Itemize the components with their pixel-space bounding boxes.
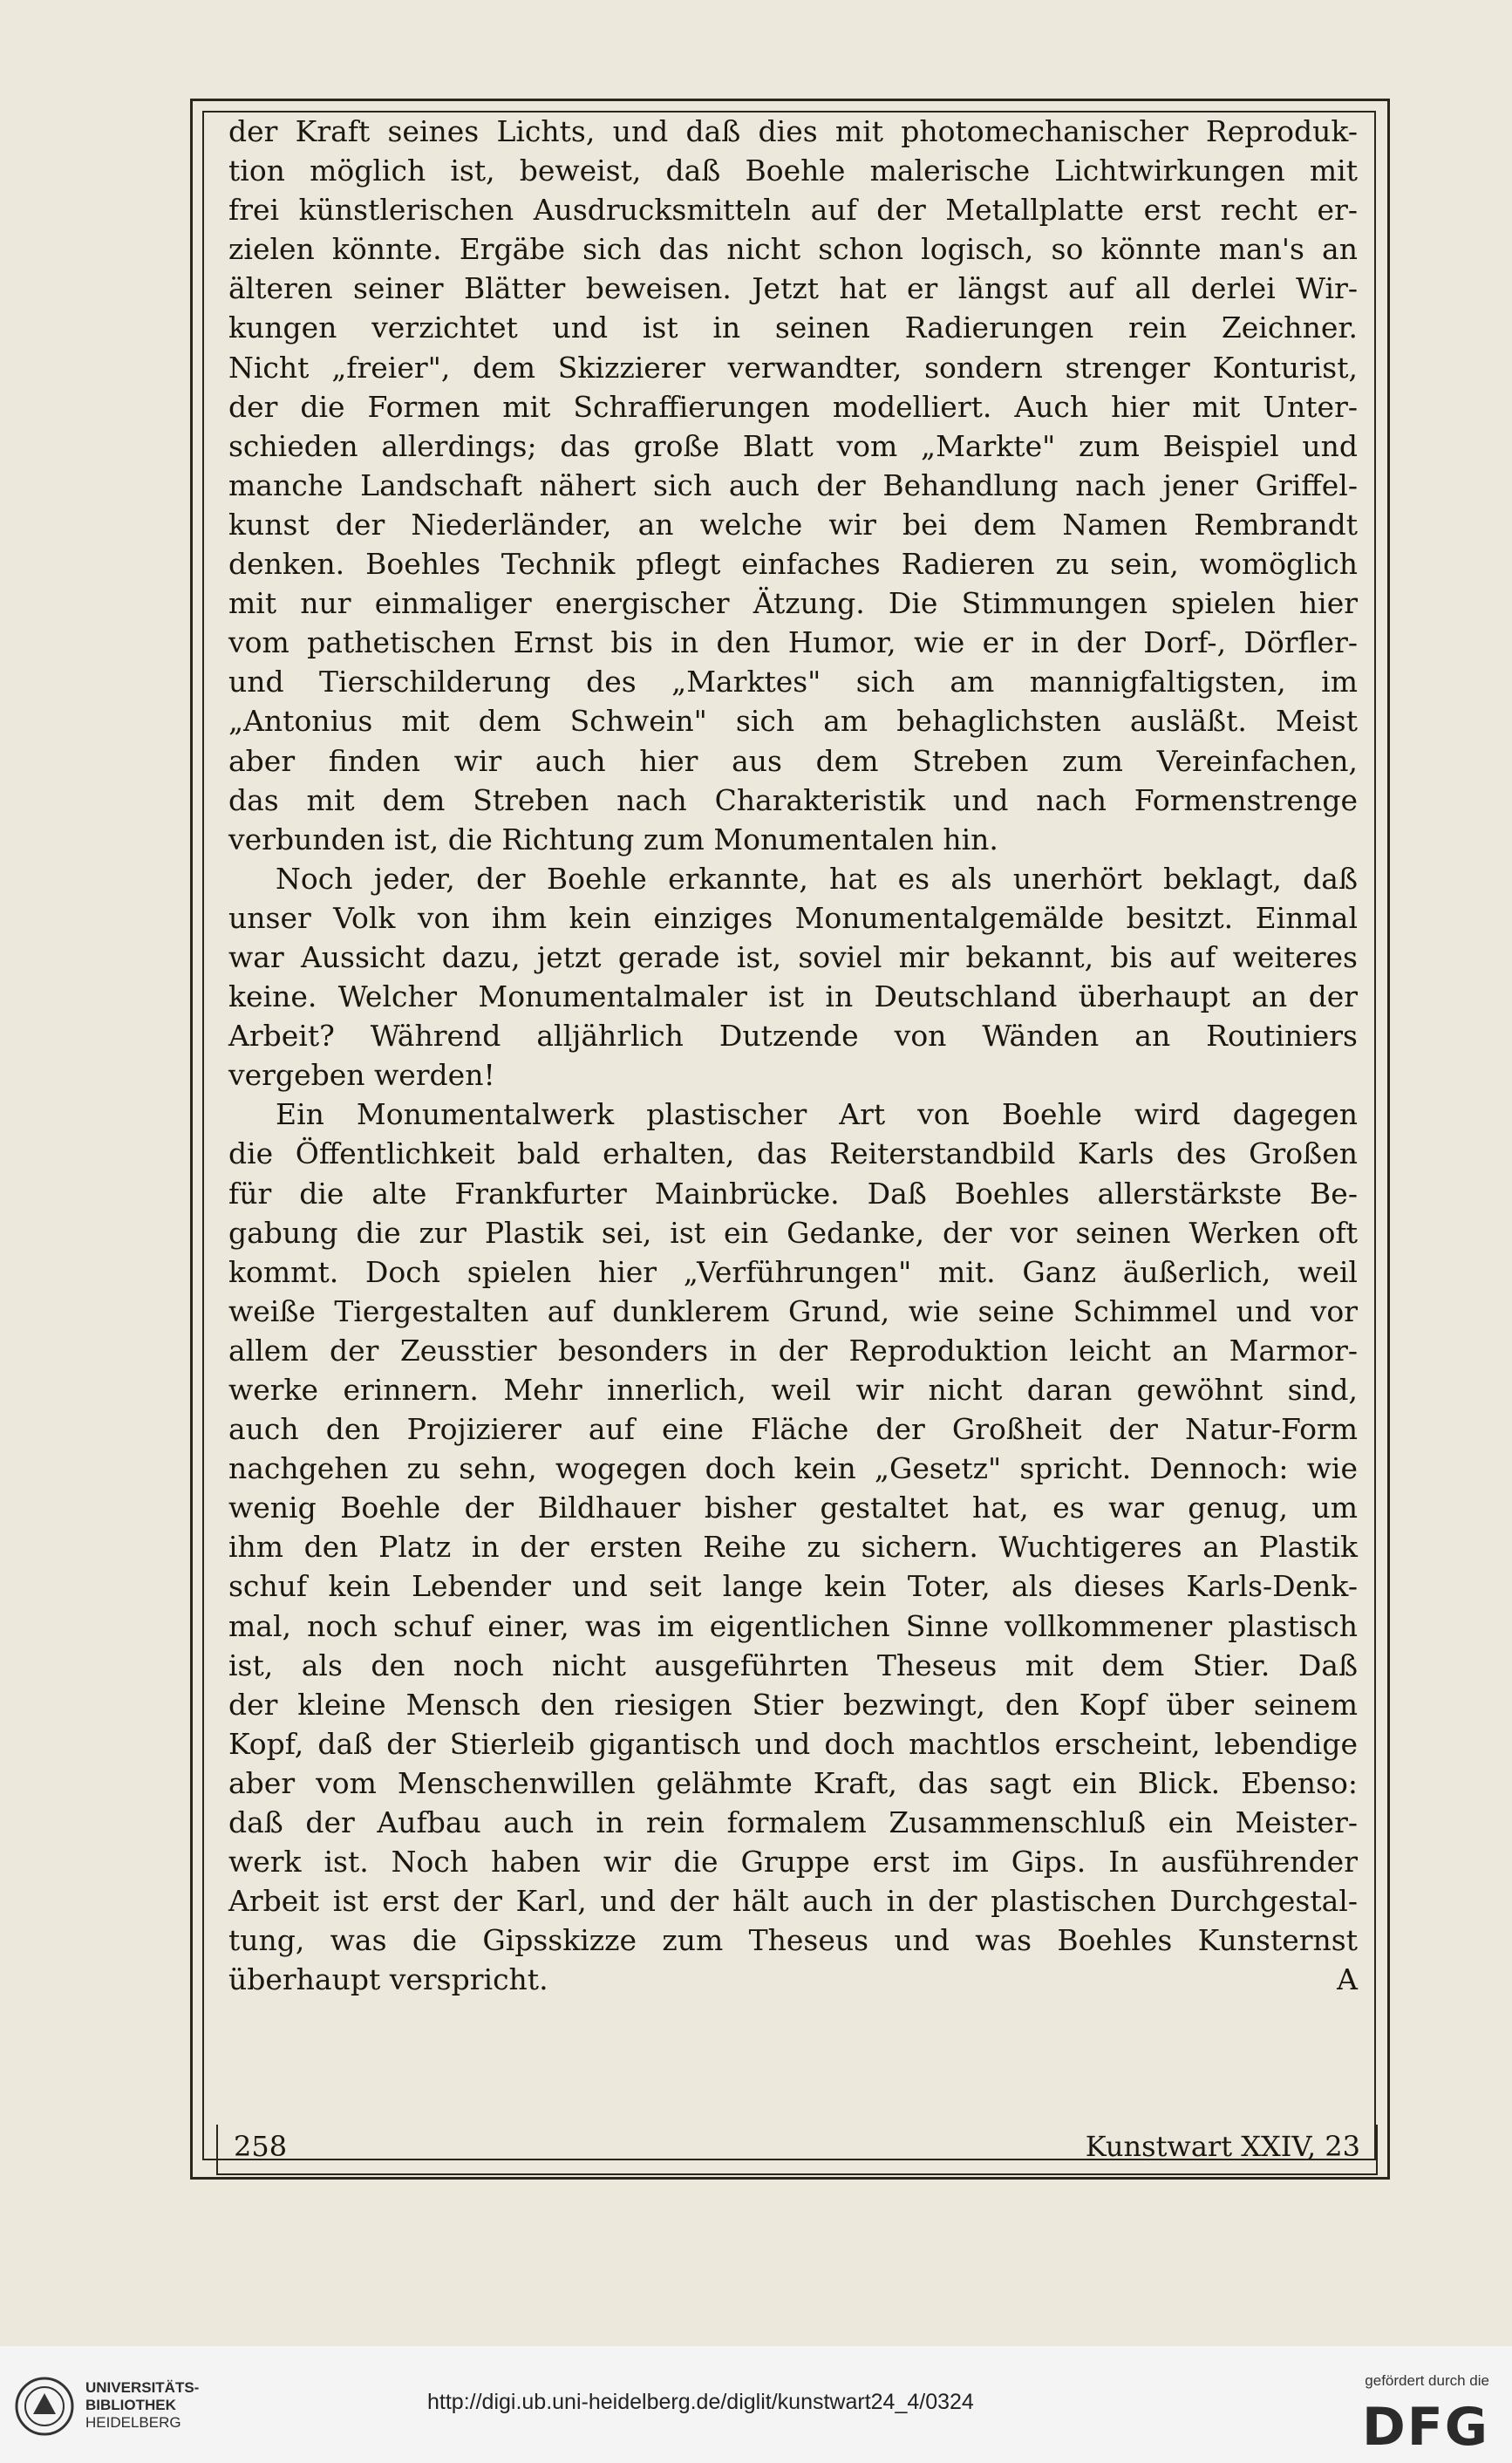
text-line: manche Landschaft nähert sich auch der Behandlung nach jener Griffel- — [228, 467, 1358, 502]
body-text — [228, 112, 1358, 2000]
text-line: „Antonius mit dem Schwein" sich am behaglichsten ausläßt. Meist — [228, 704, 1358, 739]
text-line: und Tierschilderung des „Marktes" sich am mannigfaltigsten, im — [228, 665, 1358, 699]
text-line: Noch jeder, der Boehle erkannte, hat es als unerhört beklagt, daß — [276, 861, 1358, 896]
text-line: für die alte Frankfurter Mainbrücke. Daß Boehles allerstärkste Be- — [228, 1176, 1358, 1211]
text-line: unser Volk von ihm kein einziges Monumentalgemälde besitzt. Einmal — [228, 900, 1358, 935]
text-line: vergeben werden! — [228, 1058, 495, 1093]
text-line: Arbeit? Während alljährlich Dutzende von Wänden an Routiniers — [228, 1019, 1358, 1054]
text-line: der kleine Mensch den riesigen Stier bezwingt, den Kopf über seinem — [228, 1687, 1358, 1722]
text-line: die Öffentlichkeit bald erhalten, das Reiterstandbild Karls des Großen — [228, 1136, 1358, 1171]
library-line: HEIDELBERG — [85, 2414, 181, 2431]
text-line: tung, was die Gipsskizze zum Theseus und was Boehles Kunsternst — [228, 1923, 1358, 1958]
text-line: aber vom Menschenwillen gelähmte Kraft, das sagt ein Blick. Ebenso: — [228, 1765, 1358, 1800]
text-line: gabung die zur Plastik sei, ist ein Gedanke, der vor seinen Werken oft — [228, 1215, 1358, 1250]
dfg-logo: DFG — [1361, 2397, 1489, 2458]
viewer-footer-bar — [0, 2346, 1512, 2463]
text-line: werk ist. Noch haben wir die Gruppe erst im Gips. In ausführender — [228, 1845, 1358, 1880]
text-line: denken. Boehles Technik pflegt einfaches Radieren zu sein, womöglich — [228, 547, 1358, 582]
text-line: Kopf, daß der Stierleib gigantisch und doch machtlos erscheint, lebendige — [228, 1726, 1358, 1761]
text-line: zielen könnte. Ergäbe sich das nicht schon logisch, so könnte man's an — [228, 232, 1358, 267]
library-line: UNIVERSITÄTS- — [85, 2379, 200, 2396]
text-line: daß der Aufbau auch in rein formalem Zusammenschluß ein Meister- — [228, 1805, 1358, 1840]
library-line: BIBLIOTHEK — [85, 2397, 176, 2413]
catchword: A — [1337, 1962, 1358, 1997]
permalink[interactable]: http://digi.ub.uni-heidelberg.de/diglit/kunstwart24_4/0324 — [427, 2390, 974, 2414]
text-line: schieden allerdings; das große Blatt vom „Markte" zum Beispiel und — [228, 428, 1358, 463]
text-line: Nicht „freier", dem Skizzierer verwandter, sondern strenger Konturist, — [228, 350, 1358, 385]
text-line: mit nur einmaliger energischer Ätzung. Die Stimmungen spielen hier — [228, 586, 1358, 621]
text-line: älteren seiner Blätter beweisen. Jetzt hat er längst auf all derlei Wir- — [228, 271, 1358, 306]
sponsor-label: gefördert durch die — [1365, 2372, 1489, 2389]
text-line: nachgehen zu sehn, wogegen doch kein „Gesetz" spricht. Dennoch: wie — [228, 1451, 1358, 1486]
text-line: wenig Boehle der Bildhauer bisher gestaltet hat, es war genug, um — [228, 1491, 1358, 1525]
text-line: ist, als den noch nicht ausgeführten Theseus mit dem Stier. Daß — [228, 1648, 1358, 1682]
text-line: der die Formen mit Schraffierungen modelliert. Auch hier mit Unter- — [228, 389, 1358, 424]
text-line: Ein Monumentalwerk plastischer Art von Boehle wird dagegen — [276, 1097, 1358, 1132]
text-line: auch den Projizierer auf eine Fläche der Großheit der Natur-Form — [228, 1412, 1358, 1447]
text-line: ihm den Platz in der ersten Reihe zu sichern. Wuchtigeres an Plastik — [228, 1530, 1358, 1565]
text-line: werke erinnern. Mehr innerlich, weil wir nicht daran gewöhnt sind, — [228, 1373, 1358, 1407]
text-line: schuf kein Lebender und seit lange kein Toter, als dieses Karls-Denk- — [228, 1569, 1358, 1604]
text-line: weiße Tiergestalten auf dunklerem Grund, wie seine Schimmel und vor — [228, 1293, 1358, 1328]
text-line: tion möglich ist, beweist, daß Boehle malerische Lichtwirkungen mit — [228, 154, 1358, 188]
text-line: das mit dem Streben nach Charakteristik und nach Formenstrenge — [228, 782, 1358, 817]
university-seal-icon — [14, 2376, 75, 2437]
text-line: allem der Zeusstier besonders in der Reproduktion leicht an Marmor- — [228, 1333, 1358, 1368]
page-number: 258 — [234, 2130, 288, 2163]
text-line: kunst der Niederländer, an welche wir bei dem Namen Rembrandt — [228, 507, 1358, 542]
text-line: kommt. Doch spielen hier „Verführungen" mit. Ganz äußerlich, weil — [228, 1254, 1358, 1289]
text-line: überhaupt verspricht. A — [228, 1960, 1358, 1999]
issue-label: Kunstwart XXIV, 23 — [1085, 2130, 1360, 2163]
text-line: aber finden wir auch hier aus dem Streben zum Vereinfachen, — [228, 743, 1358, 778]
text-line: Arbeit ist erst der Karl, und der hält auch in der plastischen Durchgestal- — [228, 1884, 1358, 1919]
text-line: der Kraft seines Lichts, und daß dies mit photomechanischer Reproduk- — [228, 114, 1358, 148]
text-line: war Aussicht dazu, jetzt gerade ist, soviel mir bekannt, bis auf weiteres — [228, 939, 1358, 974]
text-line: keine. Welcher Monumentalmaler ist in Deutschland überhaupt an der — [228, 979, 1358, 1014]
text-line: kungen verzichtet und ist in seinen Radierungen rein Zeichner. — [228, 310, 1358, 345]
text-line: mal, noch schuf einer, was im eigentlichen Sinne vollkommener plastisch — [228, 1608, 1358, 1643]
text-line: vom pathetischen Ernst bis in den Humor, wie er in der Dorf-, Dörfler- — [228, 625, 1358, 660]
page-footer — [216, 2125, 1378, 2175]
text-line: verbunden ist, die Richtung zum Monumentalen hin. — [228, 822, 998, 856]
text-line: frei künstlerischen Ausdrucksmitteln auf der Metallplatte erst recht er- — [228, 193, 1358, 228]
library-name — [85, 2379, 199, 2432]
